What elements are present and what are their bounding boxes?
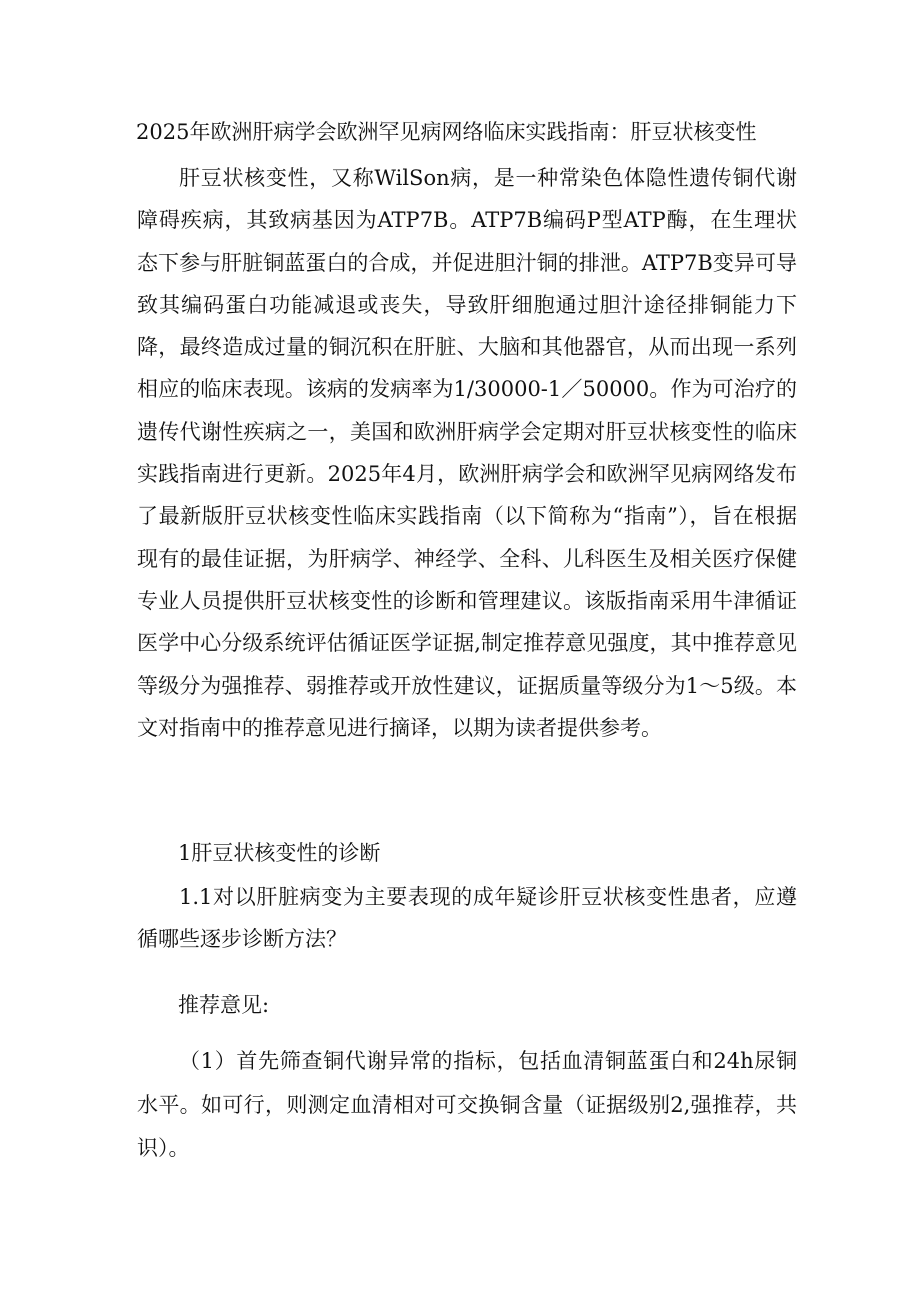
- recommendation-paragraph: （1）首先筛查铜代谢异常的指标，包括血清铜蓝蛋白和24h尿铜水平。如可行，则测定血清相对可交换铜含量（证据级别2,强推荐，共识）。: [137, 1049, 797, 1160]
- section-heading: 1肝豆状核变性的诊断: [178, 841, 381, 865]
- document-title: 2025年欧洲肝病学会欧洲罕见病网络临床实践指南：肝豆状核变性: [136, 120, 757, 144]
- intro-paragraph: 肝豆状核变性，又称WilSon病，是一种常染色体隐性遗传铜代谢障碍疾病，其致病基因为ATP7B。ATP7B编码P型ATP酶，在生理状态下参与肝脏铜蓝蛋白的合成，并促进胆汁铜的排泄。ATP7B变异可导致其编码蛋白功能减退或丧失，导致肝细胞通过胆汁途径排铜能力下降，最终造成过量的铜沉积在肝脏、大脑和其他器官，从而出现一系列相应的临床表现。该病的发病率为1/30000-1／50000。作为可治疗的遗传代谢性疾病之一，美国和欧洲肝病学会定期对肝豆状核变性的临床实践指南进行更新。2025年4月，欧洲肝病学会和欧洲罕见病网络发布了最新版肝豆状核变性临床实践指南（以下简称为“指南”），旨在根据现有的最佳证据，为肝病学、神经学、全科、儿科医生及相关医疗保健专业人员提供肝豆状核变性的诊断和管理建议。该版指南采用牛津循证医学中心分级系统评估循证医学证据,制定推荐意见强度，其中推荐意见等级分为强推荐、弱推荐或开放性建议，证据质量等级分为1～5级。本文对指南中的推荐意见进行摘译，以期为读者提供参考。: [137, 166, 797, 740]
- question-paragraph: 1.1对以肝脏病变为主要表现的成年疑诊肝豆状核变性患者，应遵循哪些逐步诊断方法？: [137, 885, 797, 951]
- recommendation-label: 推荐意见:: [178, 993, 270, 1017]
